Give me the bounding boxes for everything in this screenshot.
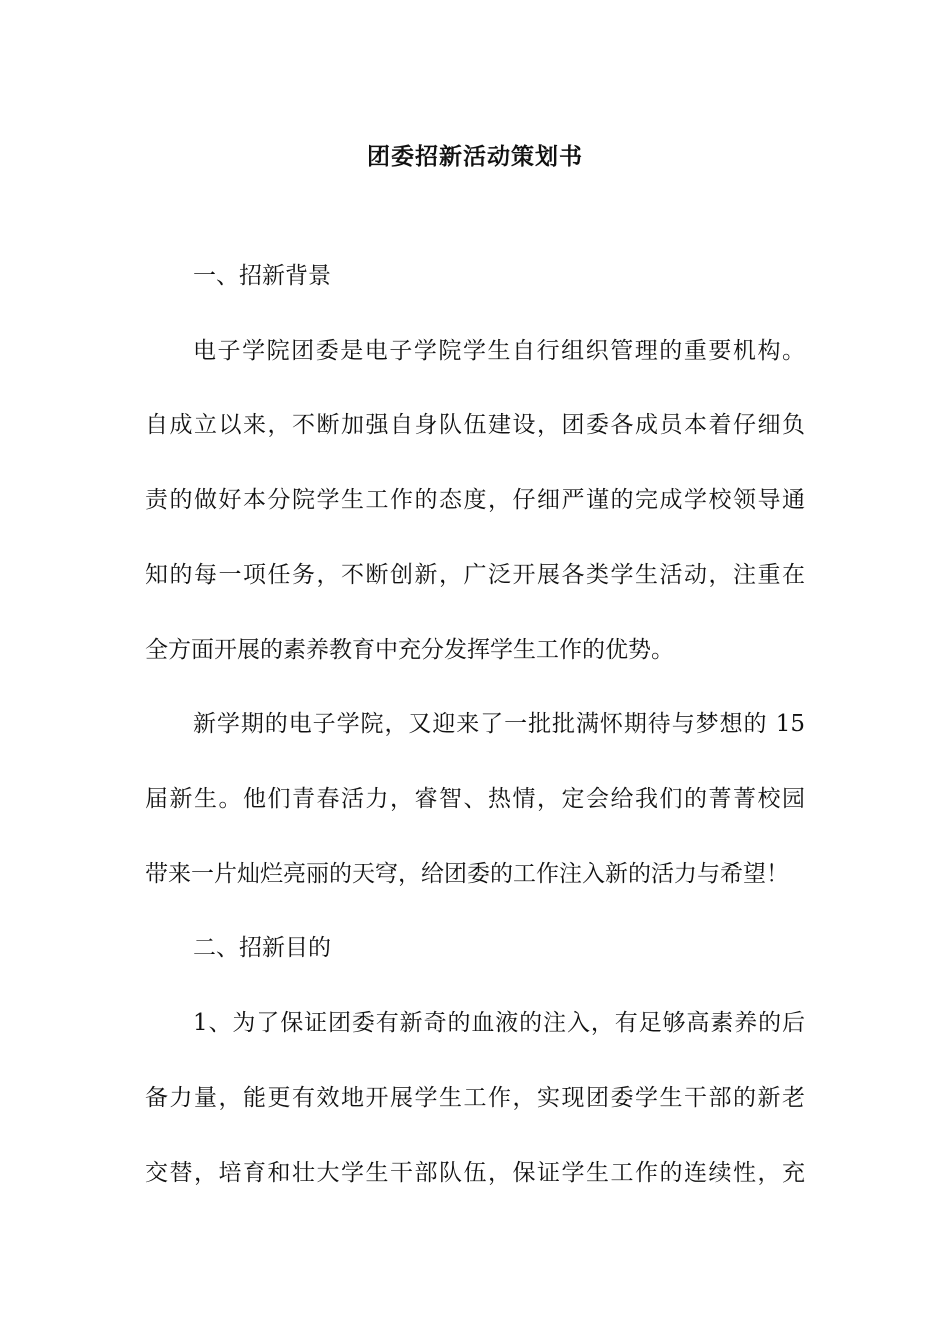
paragraph-line: 全方面开展的素养教育中充分发挥学生工作的优势。 (145, 637, 674, 663)
paragraph-line: 届新生。他们青春活力，睿智、热情，定会给我们的菁菁校园 (145, 786, 805, 812)
paragraph-line: 新学期的电子学院，又迎来了一批批满怀期待与梦想的 15 (193, 711, 805, 737)
paragraph-line: 知的每一项任务，不断创新，广泛开展各类学生活动，注重在 (145, 562, 805, 588)
paragraph-line: 交替，培育和壮大学生干部队伍，保证学生工作的连续性，充 (145, 1160, 805, 1186)
section-heading-purpose: 二、招新目的 (193, 935, 331, 961)
document-title: 团委招新活动策划书 (367, 143, 583, 170)
paragraph-line: 电子学院团委是电子学院学生自行组织管理的重要机构。 (193, 338, 805, 364)
paragraph-line: 备力量，能更有效地开展学生工作，实现团委学生干部的新老 (145, 1085, 805, 1111)
paragraph-line: 责的做好本分院学生工作的态度，仔细严谨的完成学校领导通 (145, 487, 805, 513)
section-heading-background: 一、招新背景 (193, 263, 331, 289)
paragraph-line: 1、为了保证团委有新奇的血液的注入，有足够高素养的后 (193, 1010, 805, 1036)
paragraph-line: 带来一片灿烂亮丽的天穹，给团委的工作注入新的活力与希望！ (145, 861, 789, 887)
paragraph-line: 自成立以来，不断加强自身队伍建设，团委各成员本着仔细负 (145, 412, 805, 438)
